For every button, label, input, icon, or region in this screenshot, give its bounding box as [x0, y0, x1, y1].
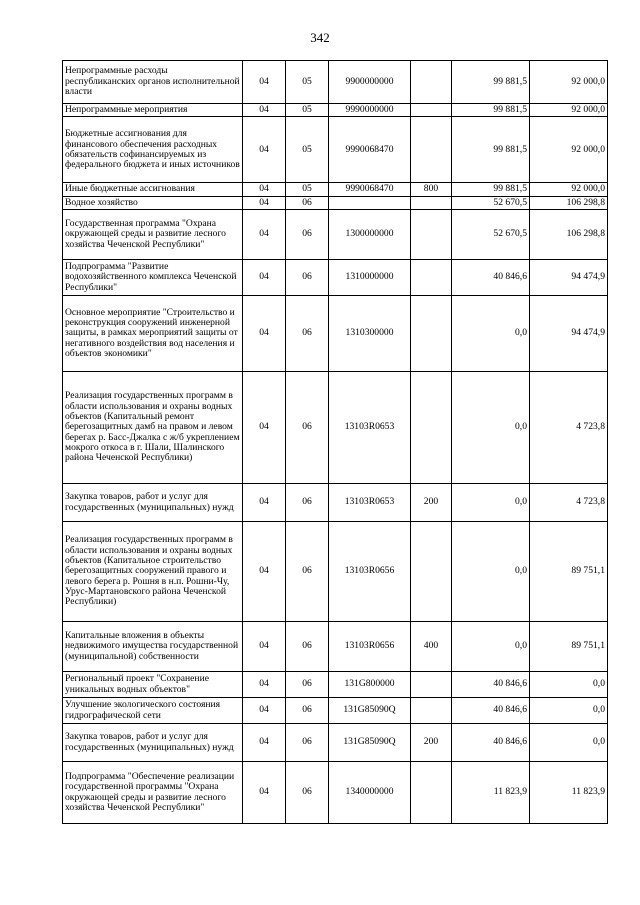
row-section: 04: [243, 210, 286, 260]
row-amount-1: 52 670,5: [452, 196, 530, 209]
row-name: Непрограммные расходы республиканских органов исполнительной власти: [63, 61, 243, 104]
row-amount-2: 92 000,0: [530, 117, 608, 183]
row-amount-2: 94 474,9: [530, 260, 608, 296]
row-name: Региональный проект "Сохранение уникальных водных объектов": [63, 672, 243, 698]
row-name: Улучшение экологического состояния гидрографической сети: [63, 698, 243, 724]
row-section: 04: [243, 260, 286, 296]
row-subsection: 06: [286, 296, 329, 372]
table-row: [63, 210, 608, 260]
row-expense-type: [411, 117, 452, 183]
table-row: [63, 117, 608, 183]
row-target-article: 9990068470: [329, 183, 411, 196]
row-subsection: 06: [286, 196, 329, 209]
table-row: [63, 698, 608, 724]
row-section: 04: [243, 622, 286, 672]
row-expense-type: [411, 672, 452, 698]
row-amount-1: 40 846,6: [452, 672, 530, 698]
row-amount-1: 40 846,6: [452, 698, 530, 724]
row-expense-type: [411, 260, 452, 296]
row-target-article: 9900000000: [329, 61, 411, 104]
row-subsection: 06: [286, 698, 329, 724]
row-amount-1: 0,0: [452, 522, 530, 622]
row-amount-1: 11 823,9: [452, 762, 530, 824]
row-section: 04: [243, 296, 286, 372]
row-target-article: 13103R0653: [329, 372, 411, 484]
table-row: [63, 724, 608, 762]
row-subsection: 06: [286, 484, 329, 522]
row-name: Закупка товаров, работ и услуг для государственных (муниципальных) нужд: [63, 484, 243, 522]
table-row: [63, 484, 608, 522]
row-section: 04: [243, 104, 286, 117]
row-section: 04: [243, 117, 286, 183]
table-row: [63, 104, 608, 117]
row-target-article: 9990068470: [329, 117, 411, 183]
row-name: Реализация государственных программ в области использования и охраны водных объектов (Капитальный ремонт берегозащитных дамб на правом и левом берегах р. Басс-Джалка с ж/б укреплением мокрого откоса в г. Шали, Шалинского района Чеченской Республики): [63, 372, 243, 484]
row-section: 04: [243, 61, 286, 104]
row-amount-1: 0,0: [452, 296, 530, 372]
row-target-article: 1300000000: [329, 210, 411, 260]
row-amount-2: 11 823,9: [530, 762, 608, 824]
row-amount-1: 40 846,6: [452, 724, 530, 762]
row-amount-2: 92 000,0: [530, 104, 608, 117]
table-row: [63, 622, 608, 672]
row-section: 04: [243, 484, 286, 522]
row-amount-1: 99 881,5: [452, 117, 530, 183]
row-target-article: 1310300000: [329, 296, 411, 372]
row-amount-2: 92 000,0: [530, 61, 608, 104]
row-subsection: 06: [286, 522, 329, 622]
row-expense-type: [411, 61, 452, 104]
row-expense-type: 200: [411, 724, 452, 762]
row-expense-type: [411, 296, 452, 372]
row-expense-type: [411, 372, 452, 484]
row-name: Бюджетные ассигнования для финансового обеспечения расходных обязательств софинансируемых из федерального бюджета и иных источников: [63, 117, 243, 183]
row-subsection: 06: [286, 672, 329, 698]
row-subsection: 05: [286, 104, 329, 117]
row-subsection: 05: [286, 183, 329, 196]
row-expense-type: 800: [411, 183, 452, 196]
row-name: Реализация государственных программ в области использования и охраны водных объектов (Капитальное строительство берегозащитных сооружений правого и левого берега р. Рошня в н.п. Рошни-Чу, Урус-Мартановского района Чеченской Республики): [63, 522, 243, 622]
row-section: 04: [243, 672, 286, 698]
row-expense-type: 400: [411, 622, 452, 672]
row-target-article: [329, 196, 411, 209]
row-amount-2: 0,0: [530, 672, 608, 698]
row-amount-2: 4 723,8: [530, 484, 608, 522]
row-amount-2: 106 298,8: [530, 210, 608, 260]
row-target-article: 131G800000: [329, 672, 411, 698]
row-target-article: 9990000000: [329, 104, 411, 117]
table-row: [63, 672, 608, 698]
row-expense-type: [411, 104, 452, 117]
row-expense-type: [411, 210, 452, 260]
row-subsection: 06: [286, 762, 329, 824]
row-subsection: 06: [286, 622, 329, 672]
table-row: [63, 372, 608, 484]
row-amount-1: 99 881,5: [452, 61, 530, 104]
row-amount-1: 0,0: [452, 372, 530, 484]
row-target-article: 131G85090Q: [329, 724, 411, 762]
row-section: 04: [243, 522, 286, 622]
row-amount-1: 99 881,5: [452, 183, 530, 196]
row-name: Подпрограмма "Развитие водохозяйственного комплекса Чеченской Республики": [63, 260, 243, 296]
row-target-article: 131G85090Q: [329, 698, 411, 724]
row-section: 04: [243, 196, 286, 209]
row-name: Основное мероприятие "Строительство и реконструкция сооружений инженерной защиты, в рамках мероприятий защиты от негативного воздействия вод населения и объектов экономики": [63, 296, 243, 372]
row-amount-1: 40 846,6: [452, 260, 530, 296]
row-subsection: 06: [286, 372, 329, 484]
row-section: 04: [243, 762, 286, 824]
row-subsection: 05: [286, 117, 329, 183]
row-section: 04: [243, 724, 286, 762]
row-amount-2: 94 474,9: [530, 296, 608, 372]
table-row: [63, 260, 608, 296]
row-section: 04: [243, 183, 286, 196]
row-amount-1: 52 670,5: [452, 210, 530, 260]
row-target-article: 13103R0656: [329, 522, 411, 622]
row-amount-2: 89 751,1: [530, 522, 608, 622]
row-amount-2: 106 298,8: [530, 196, 608, 209]
row-expense-type: [411, 762, 452, 824]
row-amount-2: 0,0: [530, 698, 608, 724]
row-section: 04: [243, 698, 286, 724]
row-amount-2: 92 000,0: [530, 183, 608, 196]
row-target-article: 1310000000: [329, 260, 411, 296]
row-amount-2: 4 723,8: [530, 372, 608, 484]
row-name: Иные бюджетные ассигнования: [63, 183, 243, 196]
row-subsection: 06: [286, 724, 329, 762]
table-row: [63, 762, 608, 824]
table-row: [63, 183, 608, 196]
row-expense-type: 200: [411, 484, 452, 522]
row-name: Непрограммные мероприятия: [63, 104, 243, 117]
row-subsection: 05: [286, 61, 329, 104]
row-name: Государственная программа "Охрана окружающей среды и развитие лесного хозяйства Чеченской Республики": [63, 210, 243, 260]
budget-table: [62, 60, 608, 824]
row-name: Подпрограмма "Обеспечение реализации государственной программы "Охрана окружающей среды и развитие лесного хозяйства Чеченской Республики": [63, 762, 243, 824]
row-name: Капитальные вложения в объекты недвижимого имущества государственной (муниципальной) собственности: [63, 622, 243, 672]
row-subsection: 06: [286, 210, 329, 260]
table-row: [63, 296, 608, 372]
row-target-article: 13103R0653: [329, 484, 411, 522]
row-expense-type: [411, 698, 452, 724]
row-target-article: 1340000000: [329, 762, 411, 824]
row-expense-type: [411, 522, 452, 622]
table-row: [63, 61, 608, 104]
table-row: [63, 522, 608, 622]
row-subsection: 06: [286, 260, 329, 296]
table-row: [63, 196, 608, 209]
row-amount-1: 0,0: [452, 484, 530, 522]
row-name: Водное хозяйство: [63, 196, 243, 209]
row-section: 04: [243, 372, 286, 484]
row-amount-2: 0,0: [530, 724, 608, 762]
row-name: Закупка товаров, работ и услуг для государственных (муниципальных) нужд: [63, 724, 243, 762]
row-target-article: 13103R0656: [329, 622, 411, 672]
row-amount-1: 99 881,5: [452, 104, 530, 117]
row-amount-2: 89 751,1: [530, 622, 608, 672]
row-amount-1: 0,0: [452, 622, 530, 672]
row-expense-type: [411, 196, 452, 209]
page-number: 342: [310, 30, 330, 45]
